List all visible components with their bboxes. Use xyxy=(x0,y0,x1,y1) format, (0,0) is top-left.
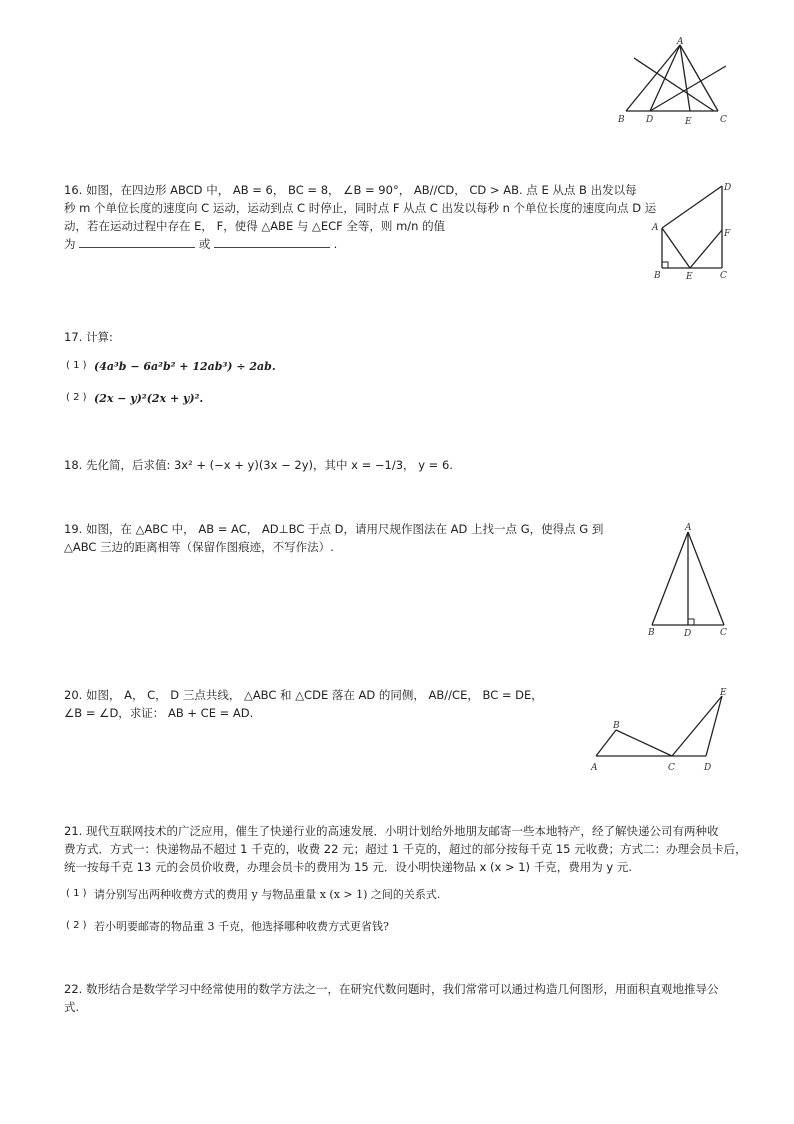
q21-item-1 xyxy=(66,886,440,903)
fig15-label-E: E xyxy=(685,117,692,127)
fig20-label-D: D xyxy=(704,763,712,773)
q22-line-2: 式. xyxy=(64,1000,80,1014)
q21-line-2: 费方式．方式一：快递物品不超过 1 千克的，收费 22 元；超过 1 千克的，超过的部分按每千克 15 元收费；方式二：办理会员卡后， xyxy=(64,842,747,856)
q19-line-2: △ABC 三边的距离相等（保留作图痕迹，不写作法）. xyxy=(64,540,334,554)
answer-blank-2[interactable] xyxy=(214,235,330,248)
question-21 xyxy=(64,822,747,876)
fig16-label-C: C xyxy=(720,271,727,281)
fig15-label-B: B xyxy=(618,115,625,125)
fig19-label-C: C xyxy=(720,628,727,638)
fig20-label-A: A xyxy=(591,763,598,773)
q17-item-2 xyxy=(66,390,203,407)
fig16-label-D: D xyxy=(724,183,732,193)
q21-item-2-text: 若小明要邮寄的物品重 3 千克，他选择哪种收费方式更省钱? xyxy=(94,920,389,933)
q18-text: 18. 先化简，后求值: 3x² + (−x + y)(3x − 2y)，其中 x = −1/3， y = 6. xyxy=(64,458,453,472)
fig15-label-C: C xyxy=(720,115,727,125)
fig16-label-F: F xyxy=(724,229,731,239)
q16-answer-end: . xyxy=(333,237,338,251)
figure-q16-quadrilateral xyxy=(648,178,738,282)
figure-q20-triangles xyxy=(586,684,736,776)
q17-item-1 xyxy=(66,358,276,375)
q21-item-2-number: ( 2 ) xyxy=(66,920,87,931)
question-19 xyxy=(64,520,644,556)
figure-q15-triangle xyxy=(614,36,734,128)
question-17 xyxy=(64,328,644,346)
q17-title: 17. 计算: xyxy=(64,330,113,344)
fig19-label-D: D xyxy=(684,629,692,639)
fig20-label-B: B xyxy=(613,721,620,731)
q20-line-2: ∠B = ∠D，求证： AB + CE = AD. xyxy=(64,706,254,720)
q21-line-1: 21. 现代互联网技术的广泛应用，催生了快递行业的高速发展．小明计划给外地朋友邮寄一些本地特产，经了解快递公司有两种收 xyxy=(64,824,719,838)
figure-q19-triangle xyxy=(640,520,740,640)
q17-item-2-expression: (2x − y)²(2x + y)². xyxy=(94,392,204,405)
q17-item-1-number: ( 1 ) xyxy=(66,360,87,371)
q16-line-3: 动，若在运动过程中存在 E， F，使得 △ABE 与 △ECF 全等，则 m/n 的值 xyxy=(64,219,446,233)
q21-item-1-number: ( 1 ) xyxy=(66,888,87,899)
q21-line-3: 统一按每千克 13 元的会员价收费，办理会员卡的费用为 15 元．设小明快递物品 x (x > 1) 千克，费用为 y 元. xyxy=(64,860,632,874)
answer-blank-1[interactable] xyxy=(79,235,195,248)
fig16-label-E: E xyxy=(686,272,693,282)
q16-line-2: 秒 m 个单位长度的速度向 C 运动，运动到点 C 时停止，同时点 F 从点 C 出发以每秒 n 个单位长度的速度向点 D 运 xyxy=(64,201,657,215)
fig19-label-A: A xyxy=(685,523,692,533)
question-18 xyxy=(64,456,644,474)
q16-answer-or: 或 xyxy=(198,237,211,251)
q20-line-1: 20. 如图， A， C， D 三点共线， △ABC 和 △CDE 落在 AD 的同侧， AB//CE， BC = DE， xyxy=(64,688,543,702)
question-16 xyxy=(64,181,657,253)
question-22 xyxy=(64,980,736,1016)
q22-line-1: 22. 数形结合是数学学习中经常使用的数学方法之一，在研究代数问题时，我们常常可以通过构造几何图形，用面积直观地推导公 xyxy=(64,982,719,996)
q21-item-2 xyxy=(66,918,389,935)
q19-line-1: 19. 如图，在 △ABC 中， AB = AC， AD⊥BC 于点 D，请用尺规作图法在 AD 上找一点 G，使得点 G 到 xyxy=(64,522,604,536)
fig20-label-E: E xyxy=(720,688,727,698)
fig20-label-C: C xyxy=(668,763,675,773)
q17-item-1-expression: (4a³b − 6a²b² + 12ab³) ÷ 2ab. xyxy=(94,360,276,373)
fig15-label-A: A xyxy=(677,37,684,47)
q16-answer-prefix: 为 xyxy=(64,237,76,251)
fig16-label-B: B xyxy=(654,271,661,281)
fig15-label-D: D xyxy=(646,115,654,125)
q21-item-1-text: 请分别写出两种收费方式的费用 y 与物品重量 x (x > 1) 之间的关系式. xyxy=(94,888,441,901)
q17-item-2-number: ( 2 ) xyxy=(66,392,87,403)
q16-line-4 xyxy=(64,235,644,253)
q16-line-1: 16. 如图，在四边形 ABCD 中， AB = 6， BC = 8， ∠B = 90°， AB//CD， CD > AB. 点 E 从点 B 出发以每 xyxy=(64,183,637,197)
fig16-label-A: A xyxy=(652,223,659,233)
fig19-label-B: B xyxy=(648,628,655,638)
question-20 xyxy=(64,686,644,722)
